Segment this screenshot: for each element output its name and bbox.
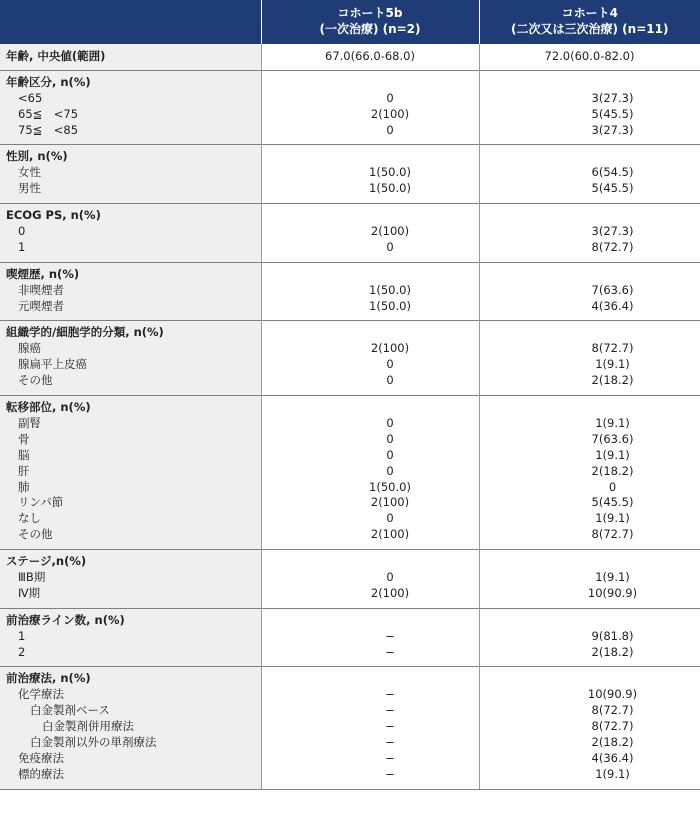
cohort-5b-value: 2(100) xyxy=(370,341,410,356)
section-label: 年齢区分, n(%) xyxy=(6,74,91,89)
cohort-4-value: 4(36.4) xyxy=(591,298,634,313)
cohort-5b-value: 0 xyxy=(386,415,394,430)
header-cohort-4-subtitle: (二次又は三次治療) (n=11) xyxy=(511,22,669,36)
cohort-5b-value: 0 xyxy=(386,511,394,526)
item-label: 骨 xyxy=(18,431,30,446)
cohort-4-value: 1(9.1) xyxy=(595,357,630,372)
item-label: 元喫煙者 xyxy=(18,298,64,313)
item-label: 脳 xyxy=(18,447,30,462)
item-label: 副腎 xyxy=(18,415,41,430)
cohort-4-value: 8(72.7) xyxy=(591,341,634,356)
item-label: なし xyxy=(18,511,41,526)
cohort-5b-value: 0 xyxy=(386,431,394,446)
header-cohort-4 xyxy=(479,0,700,44)
item-label: 白金製剤併用療法 xyxy=(42,719,134,734)
item-label: 腺扁平上皮癌 xyxy=(18,357,87,372)
item-label: 1 xyxy=(18,628,26,643)
cohort-4-value: 7(63.6) xyxy=(591,282,634,297)
cohort-4-value: 5(45.5) xyxy=(591,495,634,510)
section-label: 性別, n(%) xyxy=(6,149,68,164)
item-label: <65 xyxy=(18,90,43,105)
cohort-5b-value: 2(100) xyxy=(370,495,410,510)
cohort-5b-value: − xyxy=(385,719,395,734)
cohort-5b-value: 0 xyxy=(386,373,394,388)
item-label: 白金製剤ベース xyxy=(30,703,110,718)
header-cohort-5b-title: コホート5b xyxy=(337,6,403,21)
item-label: 65≦ <75 xyxy=(18,106,79,121)
cohort-5b-value: − xyxy=(385,687,395,702)
cohort-5b-value: 0 xyxy=(386,90,394,105)
row-smoking-history xyxy=(0,262,700,321)
cohort-5b-value: 2(100) xyxy=(370,224,410,239)
cohort-4-value: 1(9.1) xyxy=(595,569,630,584)
cohort-5b-value: 67.0(66.0-68.0) xyxy=(261,44,479,70)
cohort-4-value: 1(9.1) xyxy=(595,766,630,781)
section-label: 前治療ライン数, n(%) xyxy=(6,612,125,627)
header-row xyxy=(0,0,700,44)
section-label: 組織学的/細胞学的分類, n(%) xyxy=(6,325,164,340)
item-label: 肝 xyxy=(18,463,30,478)
item-label: 非喫煙者 xyxy=(18,282,64,297)
cohort-5b-value: 1(50.0) xyxy=(369,282,411,297)
section-label: ステージ,n(%) xyxy=(6,554,87,569)
cohort-4-value: 4(36.4) xyxy=(591,750,634,765)
cohort-4-value: 8(72.7) xyxy=(591,719,634,734)
cohort-5b-value: 1(50.0) xyxy=(369,298,411,313)
cohort-5b-value: − xyxy=(385,734,395,749)
cohort-5b-value: − xyxy=(385,628,395,643)
cohort-5b-value: 1(50.0) xyxy=(369,479,411,494)
cohort-4-value: 1(9.1) xyxy=(595,415,630,430)
header-cohort-5b-subtitle: (一次治療) (n=2) xyxy=(319,22,421,36)
row-ecog-ps xyxy=(0,204,700,263)
item-label: 75≦ <85 xyxy=(18,122,79,137)
cohort-4-value: 1(9.1) xyxy=(595,511,630,526)
cohort-5b-value: 0 xyxy=(386,463,394,478)
cohort-5b-value: 0 xyxy=(386,357,394,372)
cohort-5b-value: 0 xyxy=(386,447,394,462)
item-label: 免疫療法 xyxy=(18,750,64,765)
item-label: 1 xyxy=(18,239,26,254)
row-age-median xyxy=(0,44,700,70)
cohort-4-value: 10(90.9) xyxy=(587,687,638,702)
cohort-5b-value: − xyxy=(385,750,395,765)
item-label: リンパ節 xyxy=(18,495,64,510)
cohort-5b-value: 0 xyxy=(386,569,394,584)
cohort-5b-value: 1(50.0) xyxy=(369,181,411,196)
item-label: ⅢB期 xyxy=(18,569,46,584)
item-label: 2 xyxy=(18,644,26,659)
item-label: 白金製剤以外の単剤療法 xyxy=(30,734,157,749)
item-label: 0 xyxy=(18,224,26,239)
cohort-5b-value: − xyxy=(385,766,395,781)
item-label: 肺 xyxy=(18,479,30,494)
cohort-4-value: 9(81.8) xyxy=(591,628,634,643)
cohort-5b-value: 0 xyxy=(386,239,394,254)
cohort-5b-value: 0 xyxy=(386,122,394,137)
row-age-group xyxy=(0,70,700,145)
cohort-4-value: 5(45.5) xyxy=(591,106,634,121)
cohort-4-value: 0 xyxy=(608,479,617,494)
cohort-4-value: 3(27.3) xyxy=(591,224,634,239)
cohort-5b-value: 2(100) xyxy=(370,106,410,121)
cohort-4-value: 72.0(60.0-82.0) xyxy=(479,44,700,70)
row-prior-lines xyxy=(0,608,700,667)
cohort-4-value: 7(63.6) xyxy=(591,431,634,446)
cohort-4-value: 2(18.2) xyxy=(591,644,634,659)
item-label: 腺癌 xyxy=(18,341,41,356)
cohort-4-value: 10(90.9) xyxy=(587,585,638,600)
cohort-4-value: 3(27.3) xyxy=(591,122,634,137)
item-label: その他 xyxy=(18,373,53,388)
section-label: 前治療法, n(%) xyxy=(6,671,91,686)
cohort-5b-value: 1(50.0) xyxy=(369,165,411,180)
cohort-4-value: 2(18.2) xyxy=(591,373,634,388)
cohort-4-value: 6(54.5) xyxy=(591,165,634,180)
cohort-4-value: 3(27.3) xyxy=(591,90,634,105)
row-metastasis-sites xyxy=(0,396,700,550)
item-label: 化学療法 xyxy=(18,687,64,702)
section-label: ECOG PS, n(%) xyxy=(6,208,101,223)
row-stage xyxy=(0,550,700,609)
cohort-4-value: 8(72.7) xyxy=(591,239,634,254)
item-label: 標的療法 xyxy=(18,766,64,781)
cohort-5b-value: 2(100) xyxy=(370,585,410,600)
header-cohort-5b xyxy=(261,0,479,44)
row-label: 年齢, 中央値(範囲) xyxy=(0,44,261,70)
row-histology xyxy=(0,321,700,396)
header-cohort-4-title: コホート4 xyxy=(561,6,618,21)
row-sex xyxy=(0,145,700,204)
cohort-4-value: 2(18.2) xyxy=(591,734,634,749)
cohort-4-value: 2(18.2) xyxy=(591,463,634,478)
cohort-4-value: 8(72.7) xyxy=(591,527,634,542)
cohort-4-value: 1(9.1) xyxy=(595,447,630,462)
cohort-5b-value: − xyxy=(385,644,395,659)
item-label: Ⅳ期 xyxy=(18,585,41,600)
cohort-5b-value: 2(100) xyxy=(370,527,410,542)
header-corner xyxy=(0,0,261,44)
cohort-5b-value: − xyxy=(385,703,395,718)
section-label: 転移部位, n(%) xyxy=(6,400,91,415)
item-label: 男性 xyxy=(18,181,41,196)
cohort-4-value: 5(45.5) xyxy=(591,181,634,196)
item-label: その他 xyxy=(18,527,53,542)
row-prior-therapy xyxy=(0,667,700,789)
cohort-4-value: 8(72.7) xyxy=(591,703,634,718)
item-label: 女性 xyxy=(18,165,41,180)
section-label: 喫煙歴, n(%) xyxy=(6,266,80,281)
